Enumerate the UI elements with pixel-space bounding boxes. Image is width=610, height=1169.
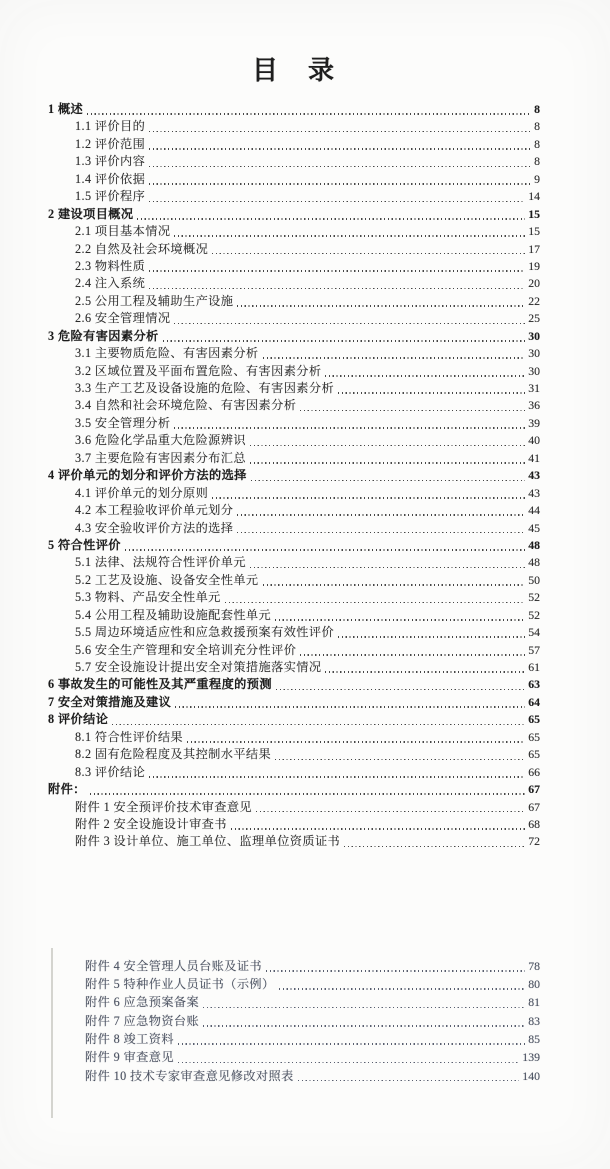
dot-leader [149,270,525,272]
dot-leader [149,148,531,150]
dot-leader [279,988,526,990]
toc-row [48,676,540,693]
toc-row [48,363,540,380]
toc-row [48,729,540,746]
dot-leader [203,1007,525,1009]
toc-entry-label: 3.5 安全管理分析 [75,415,171,430]
dot-leader [325,671,525,673]
toc-entry-page: 57 [528,642,540,657]
toc-entry-page: 39 [528,415,540,430]
toc-entry-page: 43 [528,485,540,500]
toc-row [48,816,540,833]
toc-row [48,467,540,484]
dot-leader [225,602,525,604]
toc-row [48,345,540,362]
dot-leader [237,514,525,516]
toc-entry-page: 52 [528,607,540,622]
dot-leader [149,201,525,203]
toc-entry-page: 20 [528,276,540,291]
toc-entry-page: 22 [528,293,540,308]
attachment-entry-label: 附件 5 特种作业人员证书（示例） [85,977,275,992]
toc-row [48,450,540,467]
dot-leader [174,323,525,325]
attachment-entry-page: 81 [528,995,540,1010]
toc-entry-label: 5.4 公用工程及辅助设施配套性单元 [75,607,272,622]
dot-leader [338,636,525,638]
toc-row [48,328,540,345]
toc-row [48,537,540,554]
toc-entry-page: 8 [534,136,540,151]
toc-entry-page: 31 [528,381,540,395]
toc-entry-page: 8 [534,119,540,134]
toc-row [48,258,540,275]
dot-leader [175,706,525,708]
attachment-row [48,1067,540,1085]
attachment-row [48,957,540,975]
toc-row [48,153,540,170]
attachment-entry-page: 139 [522,1050,540,1065]
toc-entry-label: 3.4 自然和社会环境危险、有害因素分析 [75,398,297,413]
scan-fold-line [51,948,53,1118]
toc-entry-label: 7 安全对策措施及建议 [48,694,172,709]
toc-entry-label: 8.2 固有危险程度及其控制水平结果 [75,747,272,762]
toc-entry-page: 41 [528,450,540,465]
dot-leader [163,340,526,342]
dot-leader [276,689,525,691]
attachment-entry-page: 80 [528,977,540,992]
attachment-entry-page: 140 [522,1068,540,1083]
toc-entry-label: 2.1 项目基本情况 [75,224,171,239]
toc-entry-page: 65 [528,729,540,744]
toc-entry-page: 40 [528,433,540,448]
dot-leader [203,1025,525,1027]
toc-row [48,554,540,571]
dot-leader [212,253,525,255]
toc-row [48,101,540,118]
toc-entry-page: 17 [528,241,540,256]
dot-leader [263,584,526,586]
attachment-entry-label: 附件 10 技术专家审查意见修改对照表 [85,1068,294,1083]
dot-leader [266,970,525,972]
dot-leader [344,846,525,848]
toc-row [48,659,540,676]
dot-leader [174,427,525,429]
dot-leader [178,1062,519,1064]
dot-leader [178,1043,525,1045]
dot-leader [231,828,525,830]
toc-entry-page: 30 [528,346,540,361]
toc-entry-label: 3.2 区域位置及平面布置危险、有害因素分析 [75,363,322,378]
toc-row [48,781,540,798]
toc-row [48,136,540,153]
dot-leader [87,113,531,115]
dot-leader [237,532,525,534]
toc-entry-page: 54 [528,625,540,640]
page-title: 目 录 [251,56,336,85]
toc-entry-label: 3.6 危险化学品重大危险源辨识 [75,433,246,448]
toc-entry-page: 66 [528,764,540,779]
attachment-entry-page: 85 [528,1032,540,1046]
toc-entry-label: 1.3 评价内容 [75,154,146,169]
toc-entry-label: 5.7 安全设施设计提出安全对策措施落实情况 [75,660,322,674]
toc-entry-page: 43 [528,468,540,483]
toc-row [48,642,540,659]
toc-row [48,188,540,205]
toc-entry-label: 4.1 评价单元的划分原则 [75,485,209,500]
toc-entry-label: 附件： [48,782,86,797]
toc-row [48,485,540,502]
attachment-entry-label: 附件 8 竣工资料 [85,1032,174,1046]
toc-entry-page: 15 [528,206,540,221]
toc-entry-label: 8.3 评价结论 [75,764,146,779]
toc-row [48,171,540,188]
toc-entry-page: 67 [528,782,540,797]
toc-row [48,572,540,589]
toc-row [48,799,540,816]
toc-row [48,118,540,135]
toc-entry-label: 1.1 评价目的 [75,119,146,134]
toc-entry-label: 5.1 法律、法规符合性评价单元 [75,555,246,570]
toc-entry-page: 52 [528,590,540,605]
toc-row [48,764,540,781]
toc-row [48,502,540,519]
attachment-entry-page: 83 [528,1013,540,1028]
toc-entry-page: 25 [528,311,540,326]
dot-leader [251,480,525,482]
dot-leader [212,497,525,499]
toc-entry-page: 68 [528,816,540,831]
attachment-entry-label: 附件 4 安全管理人员台账及证书 [85,958,263,973]
toc-entry-page: 44 [528,503,540,518]
toc-entry-label: 3.7 主要危险有害因素分布汇总 [75,450,246,465]
toc-entry-label: 5 符合性评价 [48,537,121,552]
toc-row [48,397,540,414]
toc-entry-page: 63 [528,677,540,692]
attachment-row [48,975,540,993]
toc-row [48,275,540,292]
dot-leader [275,759,525,761]
dot-leader [298,1080,520,1082]
toc-entry-label: 4 评价单元的划分和评价方法的选择 [48,468,247,483]
toc-entry-page: 72 [528,834,540,849]
toc-entry-label: 3.3 生产工艺及设备设施的危险、有害因素分析 [75,381,335,395]
toc-entry-label: 3 危险有害因素分析 [48,328,159,343]
dot-leader [250,445,525,447]
toc-row [48,746,540,763]
dot-leader [250,462,525,464]
toc-entry-label: 附件 1 安全预评价技术审查意见 [75,799,253,814]
dot-leader [187,741,525,743]
toc-entry-page: 30 [528,363,540,378]
dot-leader [125,549,525,551]
toc-entry-page: 48 [528,555,540,570]
dot-leader [137,218,525,220]
toc-entry-label: 2.3 物料性质 [75,258,146,273]
toc-entry-page: 19 [528,258,540,273]
attachment-entry-label: 附件 9 审查意见 [85,1050,174,1065]
dot-leader [275,619,525,621]
dot-leader [90,793,525,795]
toc-list [48,101,540,851]
toc-entry-label: 1.5 评价程序 [75,189,146,204]
toc-entry-page: 48 [528,537,540,552]
toc-entry-page: 67 [528,799,540,814]
toc-entry-page: 50 [528,572,540,587]
attachment-row [48,1012,540,1030]
toc-row [48,624,540,641]
toc-row [48,694,540,711]
attachments-continued-list [48,957,540,1085]
toc-entry-page: 8 [534,102,540,116]
toc-row [48,206,540,223]
dot-leader [325,375,525,377]
dot-leader [237,305,525,307]
toc-entry-label: 1 概述 [48,102,84,116]
toc-entry-page: 30 [528,328,540,343]
dot-leader [250,567,525,569]
toc-row [48,711,540,728]
toc-entry-label: 5.6 安全生产管理和安全培训充分性评价 [75,642,297,657]
toc-entry-label: 2.6 安全管理情况 [75,311,171,326]
toc-entry-page: 15 [528,224,540,239]
dot-leader [300,410,525,412]
dot-leader [300,654,525,656]
toc-entry-label: 6 事故发生的可能性及其严重程度的预测 [48,677,272,692]
toc-entry-label: 2 建设项目概况 [48,206,134,221]
toc-entry-page: 14 [528,189,540,204]
toc-entry-label: 2.2 自然及社会环境概况 [75,241,209,256]
dot-leader [149,288,525,290]
toc-entry-page: 9 [534,171,540,186]
dot-leader [256,811,525,813]
toc-entry-label: 8 评价结论 [48,712,109,727]
toc-entry-label: 附件 2 安全设施设计审查书 [75,816,227,831]
toc-entry-label: 附件 3 设计单位、施工单位、监理单位资质证书 [75,834,341,849]
toc-entry-label: 4.2 本工程验收评价单元划分 [75,503,234,518]
toc-entry-label: 2.5 公用工程及辅助生产设施 [75,293,234,308]
dot-leader [263,357,526,359]
toc-entry-label: 8.1 符合性评价结果 [75,729,183,744]
attachment-row [48,1030,540,1048]
toc-entry-label: 3.1 主要物质危险、有害因素分析 [75,346,259,361]
toc-entry-label: 1.4 评价依据 [75,171,146,186]
toc-row [48,380,540,397]
toc-entry-label: 5.5 周边环境适应性和应急救援预案有效性评价 [75,625,335,640]
toc-entry-label: 4.3 安全验收评价方法的选择 [75,520,234,535]
toc-row [48,520,540,537]
toc-row [48,589,540,606]
dot-leader [149,166,531,168]
dot-leader [338,392,525,394]
toc-row [48,293,540,310]
dot-leader [149,183,531,185]
toc-entry-page: 65 [528,747,540,762]
toc-entry-page: 8 [534,154,540,169]
toc-row [48,833,540,850]
attachment-entry-page: 78 [528,958,540,973]
toc-entry-page: 64 [528,694,540,709]
dot-leader [149,776,525,778]
attachment-row [48,993,540,1011]
attachment-entry-label: 附件 7 应急物资台账 [85,1013,200,1028]
toc-entry-label: 1.2 评价范围 [75,136,146,151]
dot-leader [174,235,525,237]
toc-entry-page: 65 [528,712,540,727]
toc-row [48,223,540,240]
toc-row [48,415,540,432]
toc-entry-page: 36 [528,398,540,413]
dot-leader [112,724,525,726]
toc-row [48,432,540,449]
toc-entry-label: 2.4 注入系统 [75,276,146,291]
toc-row [48,310,540,327]
toc-entry-page: 45 [528,520,540,535]
attachment-row [48,1048,540,1066]
attachment-entry-label: 附件 6 应急预案备案 [85,995,200,1010]
toc-row [48,241,540,258]
dot-leader [149,131,531,133]
toc-row [48,607,540,624]
toc-entry-label: 5.2 工艺及设施、设备安全性单元 [75,572,259,587]
toc-entry-page: 61 [528,660,540,674]
toc-entry-label: 5.3 物料、产品安全性单元 [75,590,221,605]
